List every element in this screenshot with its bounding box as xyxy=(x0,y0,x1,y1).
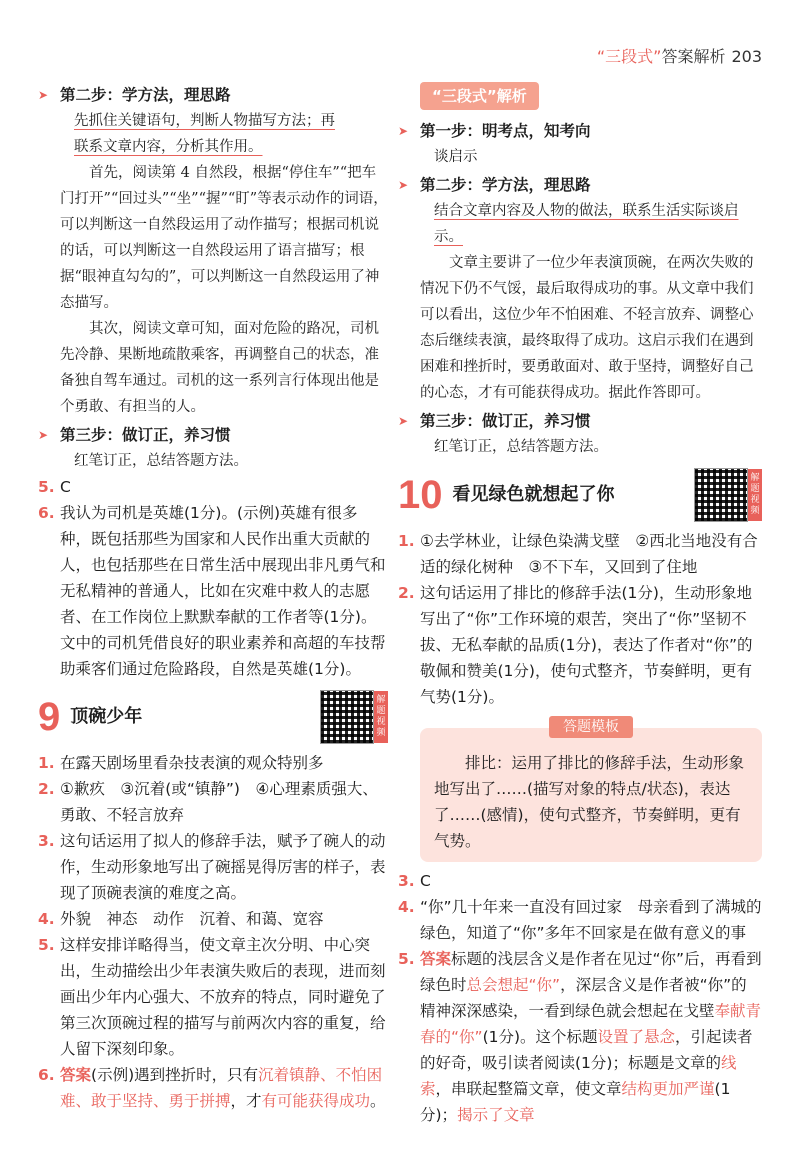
step2-line1: 先抓住关键语句，判断人物描写方法；再 xyxy=(74,113,335,129)
section-10-title xyxy=(398,468,762,522)
arrow-icon: ➤ xyxy=(38,88,49,102)
arrow-icon: ➤ xyxy=(398,178,409,192)
step2-text: 结合文章内容及人物的做法，联系生活实际谈启示。 xyxy=(434,203,739,245)
video-tag: 解题视频 xyxy=(374,691,388,743)
s10-answer-3: 3. C xyxy=(398,872,431,890)
qr-code-icon[interactable] xyxy=(694,468,748,522)
analysis-para-2: 其次，阅读文章可知，面对危险的路况，司机先冷静、果断地疏散乘客，再调整自己的状态，准备独自驾车通过。司机的这一系列言行体现出他是个勇敢、有担当的人。 xyxy=(60,321,379,415)
s10-answer-4: 4. “你”几十年来一直没有回过家 母亲看到了满城的绿色，知道了“你”多年不回家是在做有意义的事 xyxy=(398,898,762,942)
step1-text: 谈启示 xyxy=(434,149,478,165)
s10-answer-2: 2. 这句话运用了排比的修辞手法(1分)，生动形象地写出了“你”工作环境的艰苦，突出了“你”坚韧不拔、无私奉献的品质(1分)，表达了作者对“你”的敬佩和赞美(1分)，使句式整齐，节奏鲜明，更有气势(1分)。 xyxy=(398,584,753,706)
step3-text: 红笔订正，总结答题方法。 xyxy=(434,439,608,455)
step2-heading: ➤ 第二步：学方法，理思路 xyxy=(38,82,388,108)
section-number: 9 xyxy=(38,695,61,739)
header-brand: “三段式” xyxy=(596,47,662,66)
step2-line2: 联系文章内容，分析其作用。 xyxy=(74,139,263,155)
answer-5: 5. C xyxy=(38,478,71,496)
answer-template-box xyxy=(420,719,762,862)
analysis-para-1: 首先，阅读第 4 自然段，根据“停住车”“把车门打开”“回过头”“坐”“握”“盯”等表示动作的词语，可以判断这一自然段运用了动作描写；根据司机说的话，可以判断这一自然段运用了语言描写；根据“眼神直勾勾的”，可以判断这一自然段运用了神态描写。 xyxy=(60,165,388,311)
video-tag: 解题视频 xyxy=(748,469,762,521)
section-number: 10 xyxy=(398,473,443,517)
arrow-icon: ➤ xyxy=(398,414,409,428)
s9-answer-6: 6. 答案(示例)遇到挫折时，只有沉着镇静、不怕困难、敢于坚持、勇于拼搏，才有可能获得成功。 xyxy=(38,1066,386,1110)
answer-6: 6. 我认为司机是英雄(1分)。(示例)英雄有很多种，既包括那些为国家和人民作出重大贡献的人，也包括那些在日常生活中展现出非凡勇气和无私精神的普通人，比如在灾难中救人的志愿者、在工作岗位上默默奉献的工作者等(1分)。文中的司机凭借良好的职业素养和高超的车技帮助乘客们通过危险路段，自然是英雄(1分)。 xyxy=(38,504,386,678)
step3-heading: ➤ 第三步：做订正，养习惯 xyxy=(398,408,762,434)
arrow-icon: ➤ xyxy=(398,124,409,138)
s9-answer-3: 3. 这句话运用了拟人的修辞手法，赋予了碗人的动作，生动形象地写出了碗摇晃得厉害的样子，表现了顶碗表演的难度之高。 xyxy=(38,832,386,902)
s9-answer-4: 4. 外貌 神态 动作 沉着、和蔼、宽容 xyxy=(38,910,324,928)
step3-heading: ➤ 第三步：做订正，养习惯 xyxy=(38,422,388,448)
s10-answer-5: 5. 答案标题的浅层含义是作者在见过“你”后，再看到绿色时总会想起“你”，深层含义是作者被“你”的精神深深感染，一看到绿色就会想起在戈壁奉献青春的“你”(1分)。这个标题设置了悬念，引起读者的好奇，吸引读者阅读(1分)；标题是文章的线索，串联起整篇文章，使文章结构更加严谨(1分)；揭示了文章 xyxy=(398,950,762,1124)
three-step-badge: “三段式”解析 xyxy=(420,82,539,110)
template-text: 排比：运用了排比的修辞手法，生动形象地写出了……(描写对象的特点/状态)，表达了……(感情)，使句式整齐，节奏鲜明，更有气势。 xyxy=(434,754,745,850)
arrow-icon: ➤ xyxy=(38,428,49,442)
qr-code-icon[interactable] xyxy=(320,690,374,744)
template-tag: 答题模板 xyxy=(549,716,633,738)
s9-answer-2: 2. ①歉疚 ③沉着(或“镇静”) ④心理素质强大、勇敢、不轻言放弃 xyxy=(38,780,378,824)
step3-text: 红笔订正，总结答题方法。 xyxy=(74,453,248,469)
page-header xyxy=(597,44,762,67)
analysis-para: 文章主要讲了一位少年表演顶碗，在两次失败的情况下仍不气馁，最后取得成功的事。从文章中我们可以看出，这位少年不怕困难、不轻言放弃、调整心态后继续表演，最终取得了成功。这启示我们在遇到困难和挫折时，要勇敢面对、敢于坚持，调整好自己的心态，才有可能获得成功。据此作答即可。 xyxy=(420,255,754,401)
section-name: 看见绿色就想起了你 xyxy=(452,484,615,505)
s10-answer-1: 1. ①去学林业，让绿色染满戈壁 ②西北当地没有合适的绿化树种 ③不下车，又回到了住地 xyxy=(398,532,758,576)
right-column xyxy=(398,80,762,1128)
step1-heading: ➤ 第一步：明考点，知考向 xyxy=(398,118,762,144)
step2-heading: ➤ 第二步：学方法，理思路 xyxy=(398,172,762,198)
page-number: 203 xyxy=(731,47,762,66)
left-column xyxy=(38,80,388,1114)
s9-answer-1: 1. 在露天剧场里看杂技表演的观众特别多 xyxy=(38,754,324,772)
s9-answer-5: 5. 这样安排详略得当，使文章主次分明、中心突出，生动描绘出少年表演失败后的表现，进而刻画出少年内心强大、不放弃的特点，同时避免了第三次顶碗过程的描写与前两次内容的重复，给人留下深刻印象。 xyxy=(38,936,386,1058)
section-9-title xyxy=(38,690,388,744)
header-title: 答案解析 xyxy=(661,47,726,66)
section-name: 顶碗少年 xyxy=(70,706,143,727)
